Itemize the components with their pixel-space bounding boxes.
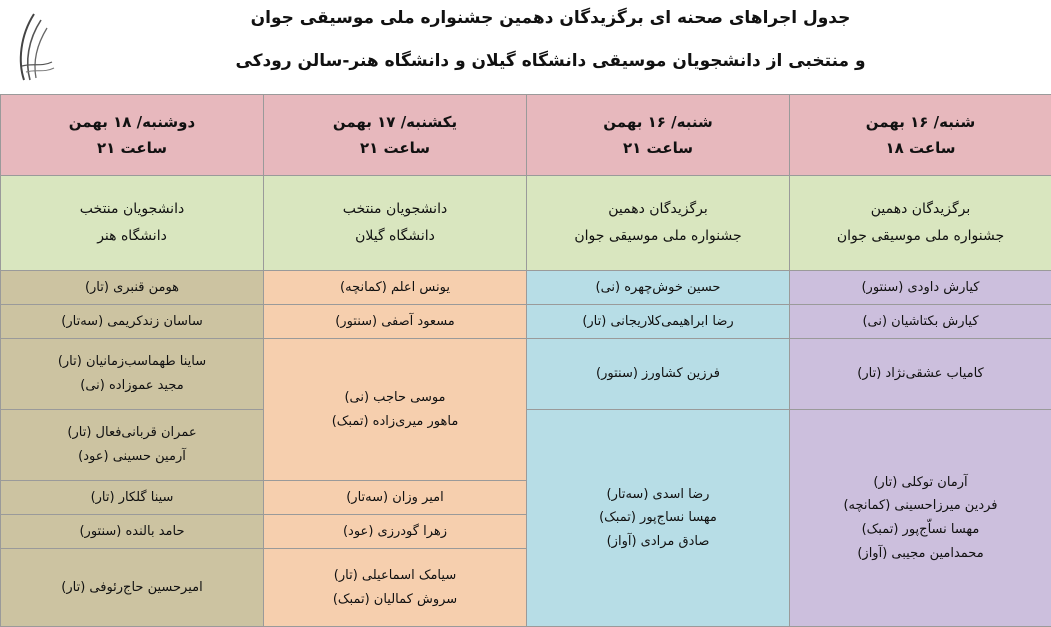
performer-name: ساسان زندکریمی (سه‌تار): [61, 313, 203, 329]
page-header: [0, 0, 1051, 92]
performer-cell: [264, 339, 527, 481]
performer-name: زهرا گودرزی (عود): [342, 523, 447, 539]
time-label: ساعت ۲۱: [96, 139, 168, 157]
performer-name: آرمین حسینی (عود): [78, 449, 186, 464]
day-header-cell: [790, 95, 1051, 176]
time-label: ساعت ۲۱: [622, 139, 694, 157]
day-label: شنبه/ ۱۶ بهمن: [865, 113, 976, 131]
performer-name: رضا ابراهیمی‌کلاریجانی (تار): [582, 313, 734, 329]
group-cell: [1, 176, 264, 271]
group-label: دانشجویان منتخب: [342, 201, 448, 218]
performer-cell: [790, 410, 1051, 627]
performer-name: فرزین کشاورز (سنتور): [596, 366, 720, 382]
group-label: برگزیدگان دهمین: [870, 201, 971, 218]
group-cell: [527, 176, 790, 271]
performer-cell: [1, 305, 264, 339]
performer-name: سروش کمالیان (تمبک): [332, 591, 458, 607]
performer-row: [1, 339, 1051, 375]
group-label: جشنواره ملی موسیقی جوان: [574, 228, 742, 244]
performer-name: سیامک اسماعیلی (تار): [333, 567, 457, 583]
performer-cell: [790, 339, 1051, 410]
performer-cell: [264, 549, 527, 627]
performer-name: مهسا نساّج‌پور (تمبک): [861, 522, 980, 537]
day-header-row: [1, 95, 1051, 176]
performer-cell: [264, 481, 527, 515]
performer-cell: [527, 339, 790, 410]
festival-logo-icon: [10, 6, 60, 86]
performer-cell: [527, 305, 790, 339]
performer-name: کیارش بکتاشیان (نی): [862, 313, 979, 329]
group-cell: [264, 176, 527, 271]
day-header-cell: [527, 95, 790, 176]
performer-name: حامد بالنده (سنتور): [79, 523, 185, 539]
group-label: جشنواره ملی موسیقی جوان: [836, 228, 1005, 244]
time-label: ساعت ۲۱: [359, 139, 431, 157]
performer-row: [1, 271, 1051, 305]
performer-name: مسعود آصفی (سنتور): [335, 313, 455, 329]
page-title: جدول اجراهای صحنه ای برگزیدگان دهمین جشنواره ملی موسیقی جوان: [250, 8, 851, 28]
performer-name: محمدامین مجیبی (آواز): [857, 545, 984, 561]
performer-name: امیرحسین حاج‌رئوفی (تار): [61, 579, 203, 595]
performer-name: آرمان توکلی (تار): [873, 474, 968, 490]
group-cell: [790, 176, 1051, 271]
performer-name: مجید عموزاده (نی): [80, 378, 184, 393]
schedule-table: [0, 94, 1051, 627]
performer-name: رضا اسدی (سه‌تار): [606, 486, 710, 502]
performer-name: کیارش داودی (سنتور): [861, 279, 980, 295]
performer-name: ماهور میری‌زاده (تمبک): [331, 413, 459, 429]
performer-cell: [1, 549, 264, 627]
performer-cell: [790, 305, 1051, 339]
performer-name: حسین خوش‌چهره (نی): [595, 279, 721, 295]
performer-cell: [1, 481, 264, 515]
performer-cell: [1, 339, 264, 410]
performer-name: مهسا نساج‌پور (تمبک): [599, 510, 717, 526]
group-label: برگزیدگان دهمین: [608, 201, 708, 218]
performer-name: سینا گلکار (تار): [90, 489, 174, 505]
performer-cell: [790, 271, 1051, 305]
day-header-cell: [1, 95, 264, 176]
day-header-cell: [264, 95, 527, 176]
group-label: دانشگاه هنر: [97, 228, 167, 244]
page-subtitle: و منتخبی از دانشجویان موسیقی دانشگاه گیلان و دانشگاه هنر-سالن رودکی: [235, 51, 866, 71]
performer-name: فردین میرزاحسینی (کمانچه): [843, 498, 998, 514]
performer-cell: [264, 271, 527, 305]
performer-cell: [1, 515, 264, 549]
performer-row: [1, 410, 1051, 446]
performer-name: یونس اعلم (کمانچه): [340, 279, 450, 295]
performer-name: کامیاب عشقی‌نژاد (تار): [857, 366, 984, 382]
time-label: ساعت ۱۸: [885, 139, 956, 157]
day-label: شنبه/ ۱۶ بهمن: [603, 113, 713, 131]
performer-cell: [264, 305, 527, 339]
performer-cell: [527, 410, 790, 627]
performer-name: امیر وزان (سه‌تار): [346, 489, 444, 505]
performer-cell: [527, 271, 790, 305]
performer-name: عمران قربانی‌فعال (تار): [67, 425, 197, 441]
performer-row: [1, 305, 1051, 339]
group-label: دانشگاه گیلان: [355, 228, 435, 244]
performer-cell: [1, 410, 264, 481]
performer-name: هومن قنبری (تار): [84, 279, 180, 295]
performer-cell: [1, 271, 264, 305]
performer-cell: [264, 515, 527, 549]
group-label: دانشجویان منتخب: [79, 201, 185, 218]
day-label: دوشنبه/ ۱۸ بهمن: [68, 113, 196, 131]
day-label: یکشنبه/ ۱۷ بهمن: [332, 113, 458, 131]
group-row: [1, 176, 1051, 271]
performer-name: صادق مرادی (آواز): [606, 533, 710, 549]
performer-name: موسی حاجب (نی): [344, 389, 446, 405]
performer-name: ساینا طهماسب‌زمانیان (تار): [57, 354, 207, 370]
